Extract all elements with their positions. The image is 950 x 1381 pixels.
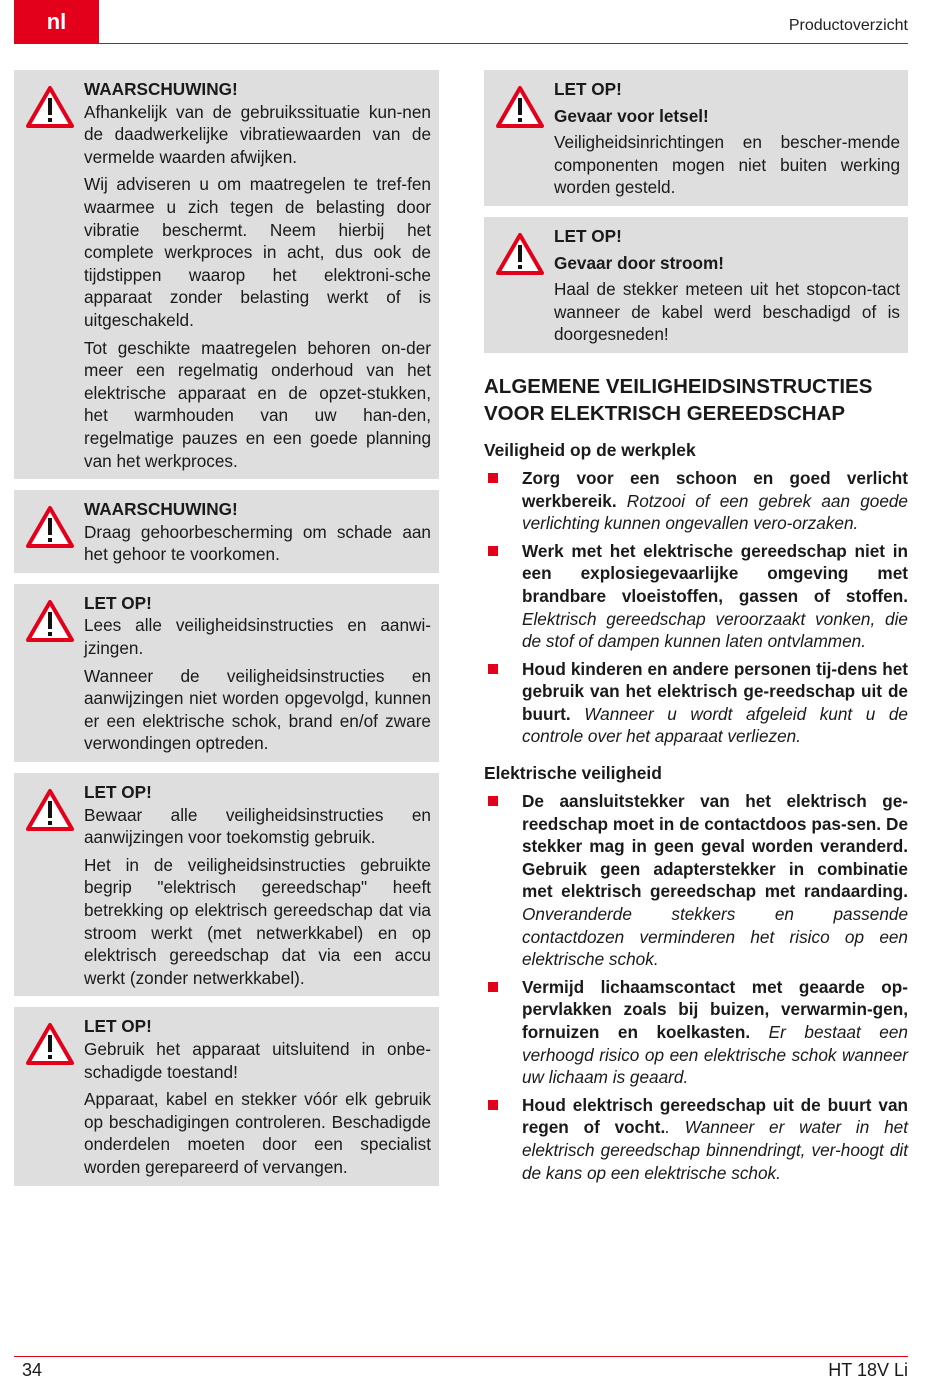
warning-title: LET OP! (554, 225, 622, 246)
warning-box (14, 490, 439, 573)
warning-box (484, 217, 908, 353)
warning-box (14, 773, 439, 996)
footer-rule (14, 1356, 908, 1357)
bullet-square-icon (488, 1100, 498, 1110)
bullet-square-icon (488, 796, 498, 806)
warning-text: Tot geschikte maatregelen behoren on-der meer een regelmatig onderhoud van het elektrische apparaat en de opzet-stukken, het warmhouden van uw han-den, regelmatige pauzes en een goede planning van het werkproces. (84, 337, 431, 471)
instruction-italic: . Wanneer er water in het elektrisch gereedschap binnendringt, ver-hoogt dit de kans op een elektrische schok. (522, 1117, 908, 1183)
page-number: 34 (22, 1360, 43, 1380)
instruction-bold: De aansluitstekker van het elektrisch ge-reedschap moet in de contactdoos pas-sen. De stekker mag in geen geval worden veranderd. Gebruik geen adapterstekker in combinatie met elektrisch gereedschap met randaarding. (522, 791, 908, 902)
instruction-bold: Vermijd lichaamscontact met geaarde op-pervlakken zoals bij buizen, verwarmin-gen, fornuizen en koelkasten. (522, 976, 908, 1042)
bullet-square-icon (488, 982, 498, 992)
warning-text: Afhankelijk van de gebruikssituatie kun-nen de daadwerkelijke vibratiewaarden van de vermelde waarden afwijken. (84, 101, 431, 167)
warning-box (14, 1007, 439, 1185)
header-rule (14, 43, 908, 44)
instruction-italic: Er bestaat een verhoogd risico op een elektrische schok wanneer uw lichaam is geaard. (522, 1022, 908, 1088)
warning-triangle-icon (25, 85, 75, 129)
instruction-italic: Elektrisch gereedschap veroorzaakt vonken, die de stof of dampen kunnen laten ontvlammen. (522, 608, 908, 652)
instruction-italic: Onveranderde stekkers en passende contactdozen verminderen het risico op een elektrische schok. (522, 904, 908, 970)
warning-title: LET OP! (84, 592, 152, 613)
instruction-italic: Wanneer u wordt afgeleid kunt u de controle over het apparaat verliezen. (522, 703, 908, 747)
instruction-italic: Rotzooi of een gebrek aan goede verlichting kunnen ongevallen vero-orzaken. (522, 490, 908, 534)
warning-triangle-icon (25, 788, 75, 832)
instruction-item (484, 540, 908, 653)
warning-title: WAARSCHUWING! (84, 499, 238, 520)
warning-text: Apparaat, kabel en stekker vóór elk gebruik op beschadigingen controleren. Beschadigde onderdelen moeten door een specialist worden gerepareerd of vervangen. (84, 1089, 431, 1177)
warning-box (14, 70, 439, 479)
warning-triangle-icon (25, 1022, 75, 1066)
subsection-heading: Elektrische veiligheid (484, 763, 662, 784)
bullet-square-icon (488, 473, 498, 483)
warning-box (484, 70, 908, 206)
right-column (484, 70, 908, 1198)
warning-text: Lees alle veiligheidsinstructies en aanwi-jzingen. (84, 615, 431, 659)
instruction-item (484, 790, 908, 971)
bullet-square-icon (488, 664, 498, 674)
section-name: Productoverzicht (788, 17, 908, 34)
instruction-bold: Houd elektrisch gereedschap uit de buurt van regen of vocht. (522, 1094, 908, 1138)
instruction-item (484, 467, 908, 535)
instruction-bold: Houd kinderen en andere personen tij-dens het gebruik van het elektrisch ge-reedschap uit de buurt. (522, 658, 908, 724)
bullet-square-icon (488, 546, 498, 556)
warning-subtitle: Gevaar door stroom! (554, 252, 725, 273)
warning-text: Bewaar alle veiligheidsinstructies en aanwijzingen voor toekomstig gebruik. (84, 804, 431, 848)
left-column (14, 70, 439, 1197)
section-title: ALGEMENE VEILIGHEIDSINSTRUCTIES VOOR ELEKTRISCH GEREEDSCHAP (484, 374, 873, 425)
warning-text: Gebruik het apparaat uitsluitend in onbe-schadigde toestand! (84, 1038, 431, 1082)
warning-text: Draag gehoorbescherming om schade aan het gehoor te voorkomen. (84, 521, 431, 565)
warning-triangle-icon (25, 599, 75, 643)
warning-text: Haal de stekker meteen uit het stopcon-tact wanneer de kabel werd beschadigd of is doorgesneden! (554, 279, 900, 345)
warning-text: Wij adviseren u om maatregelen te tref-fen waarmee u zich tegen de belasting door vibratie beschermt. Neem hierbij het complete werkproces in acht, dus ook de tijdstippen waarop het elektroni-sche apparaat zonder belasting werkt of is uitgeschakeld. (84, 174, 431, 330)
instruction-list (484, 790, 908, 1184)
warning-text: Het in de veiligheidsinstructies gebruikte begrip "elektrisch gereedschap" heeft betrekking op elektrisch gereedschap dat via stroom werkt (met netwerkkabel) en op elektrisch gereedschap dat via een accu werkt (zonder netwerkkabel). (84, 854, 431, 988)
instruction-list (484, 467, 908, 748)
model-name: HT 18V Li (828, 1360, 908, 1380)
language-code: nl (46, 9, 67, 34)
instruction-bold: Zorg voor een schoon en goed verlicht werkbereik. (522, 467, 908, 511)
instruction-item (484, 976, 908, 1089)
warning-triangle-icon (495, 85, 545, 129)
warning-title: LET OP! (84, 782, 152, 803)
warning-text: Wanneer de veiligheidsinstructies en aanwijzingen niet worden opgevolgd, kunnen er een elektrische schok, brand en/of zware verwondingen optreden. (84, 665, 431, 754)
warning-subtitle: Gevaar voor letsel! (554, 105, 709, 126)
instruction-item (484, 1094, 908, 1184)
instruction-bold: Werk met het elektrische gereedschap niet in een explosiegevaarlijke omgeving met brandbare vloeistoffen, gassen of stoffen. (522, 540, 908, 606)
instruction-item (484, 658, 908, 748)
warning-box (14, 584, 439, 762)
warning-text: Veiligheidsinrichtingen en bescher-mende componenten mogen niet buiten werking worden gesteld. (554, 132, 900, 198)
warning-title: LET OP! (84, 1016, 152, 1037)
warning-triangle-icon (25, 505, 75, 549)
language-tab (14, 0, 99, 44)
subsection-heading: Veiligheid op de werkplek (484, 439, 696, 460)
warning-title: LET OP! (554, 79, 622, 99)
warning-title: WAARSCHUWING! (84, 79, 238, 99)
warning-triangle-icon (495, 232, 545, 276)
